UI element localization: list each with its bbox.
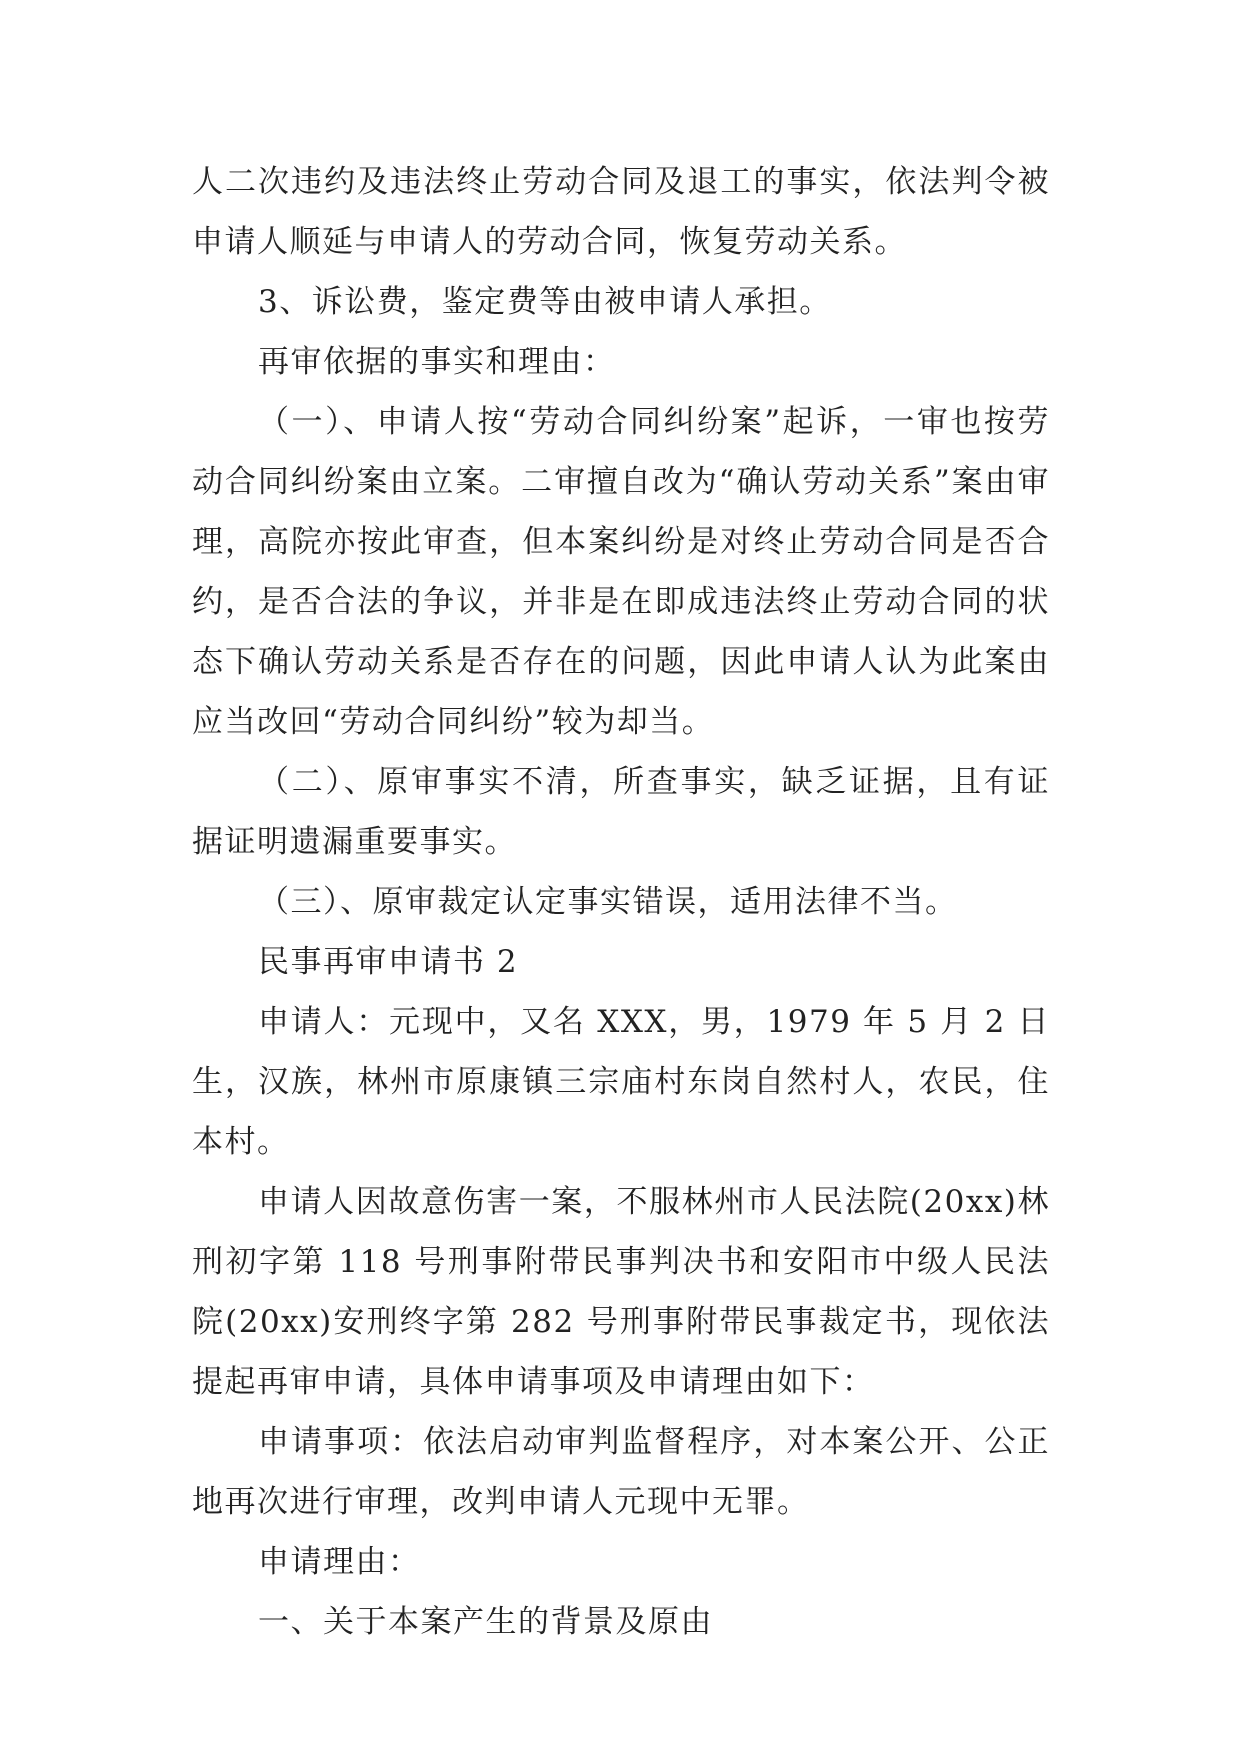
paragraph-reason-section-1: 一、关于本案产生的背景及原由 [258,1604,713,1640]
paragraph-application-items: 申请事项：依法启动审判监督程序，对本案公开、公正地再次进行审理，改判申请人元现中无罪。 [192,1424,1050,1520]
paragraph-continued-claim: 人二次违约及违法终止劳动合同及退工的事实，依法判令被申请人顺延与申请人的劳动合同，恢复劳动关系。 [192,164,1050,260]
paragraph-claim-3: 3、诉讼费，鉴定费等由被申请人承担。 [258,284,832,320]
paragraph-retrial-basis-heading: 再审依据的事实和理由： [258,344,616,380]
paragraph-reason-1: （一）、申请人按“劳动合同纠纷案”起诉，一审也按劳动合同纠纷案由立案。二审擅自改为“确认劳动关系”案由审理，高院亦按此审查，但本案纠纷是对终止劳动合同是否合约，是否合法的争议，并非是在即成违法终止劳动合同的状态下确认劳动关系是否存在的问题，因此申请人认为此案由应当改回“劳动合同纠纷”较为却当。 [192,404,1050,740]
paragraph-application-reasons-heading: 申请理由： [258,1544,421,1580]
document-body [192,152,1050,1652]
paragraph-case-background: 申请人因故意伤害一案，不服林州市人民法院(20xx)林刑初字第 118 号刑事附带民事判决书和安阳市中级人民法院(20xx)安刑终字第 282 号刑事附带民事裁定书，现依法提起再审申请，具体申请事项及申请理由如下： [192,1184,1050,1400]
document-section-title: 民事再审申请书 2 [258,944,519,980]
paragraph-reason-2: （二）、原审事实不清，所查事实，缺乏证据，且有证据证明遗漏重要事实。 [192,764,1050,860]
paragraph-reason-3: （三）、原审裁定认定事实错误，适用法律不当。 [258,884,958,920]
paragraph-applicant-info: 申请人：元现中，又名 XXX，男，1979 年 5 月 2 日生，汉族，林州市原康镇三宗庙村东岗自然村人，农民，住本村。 [192,1004,1050,1160]
